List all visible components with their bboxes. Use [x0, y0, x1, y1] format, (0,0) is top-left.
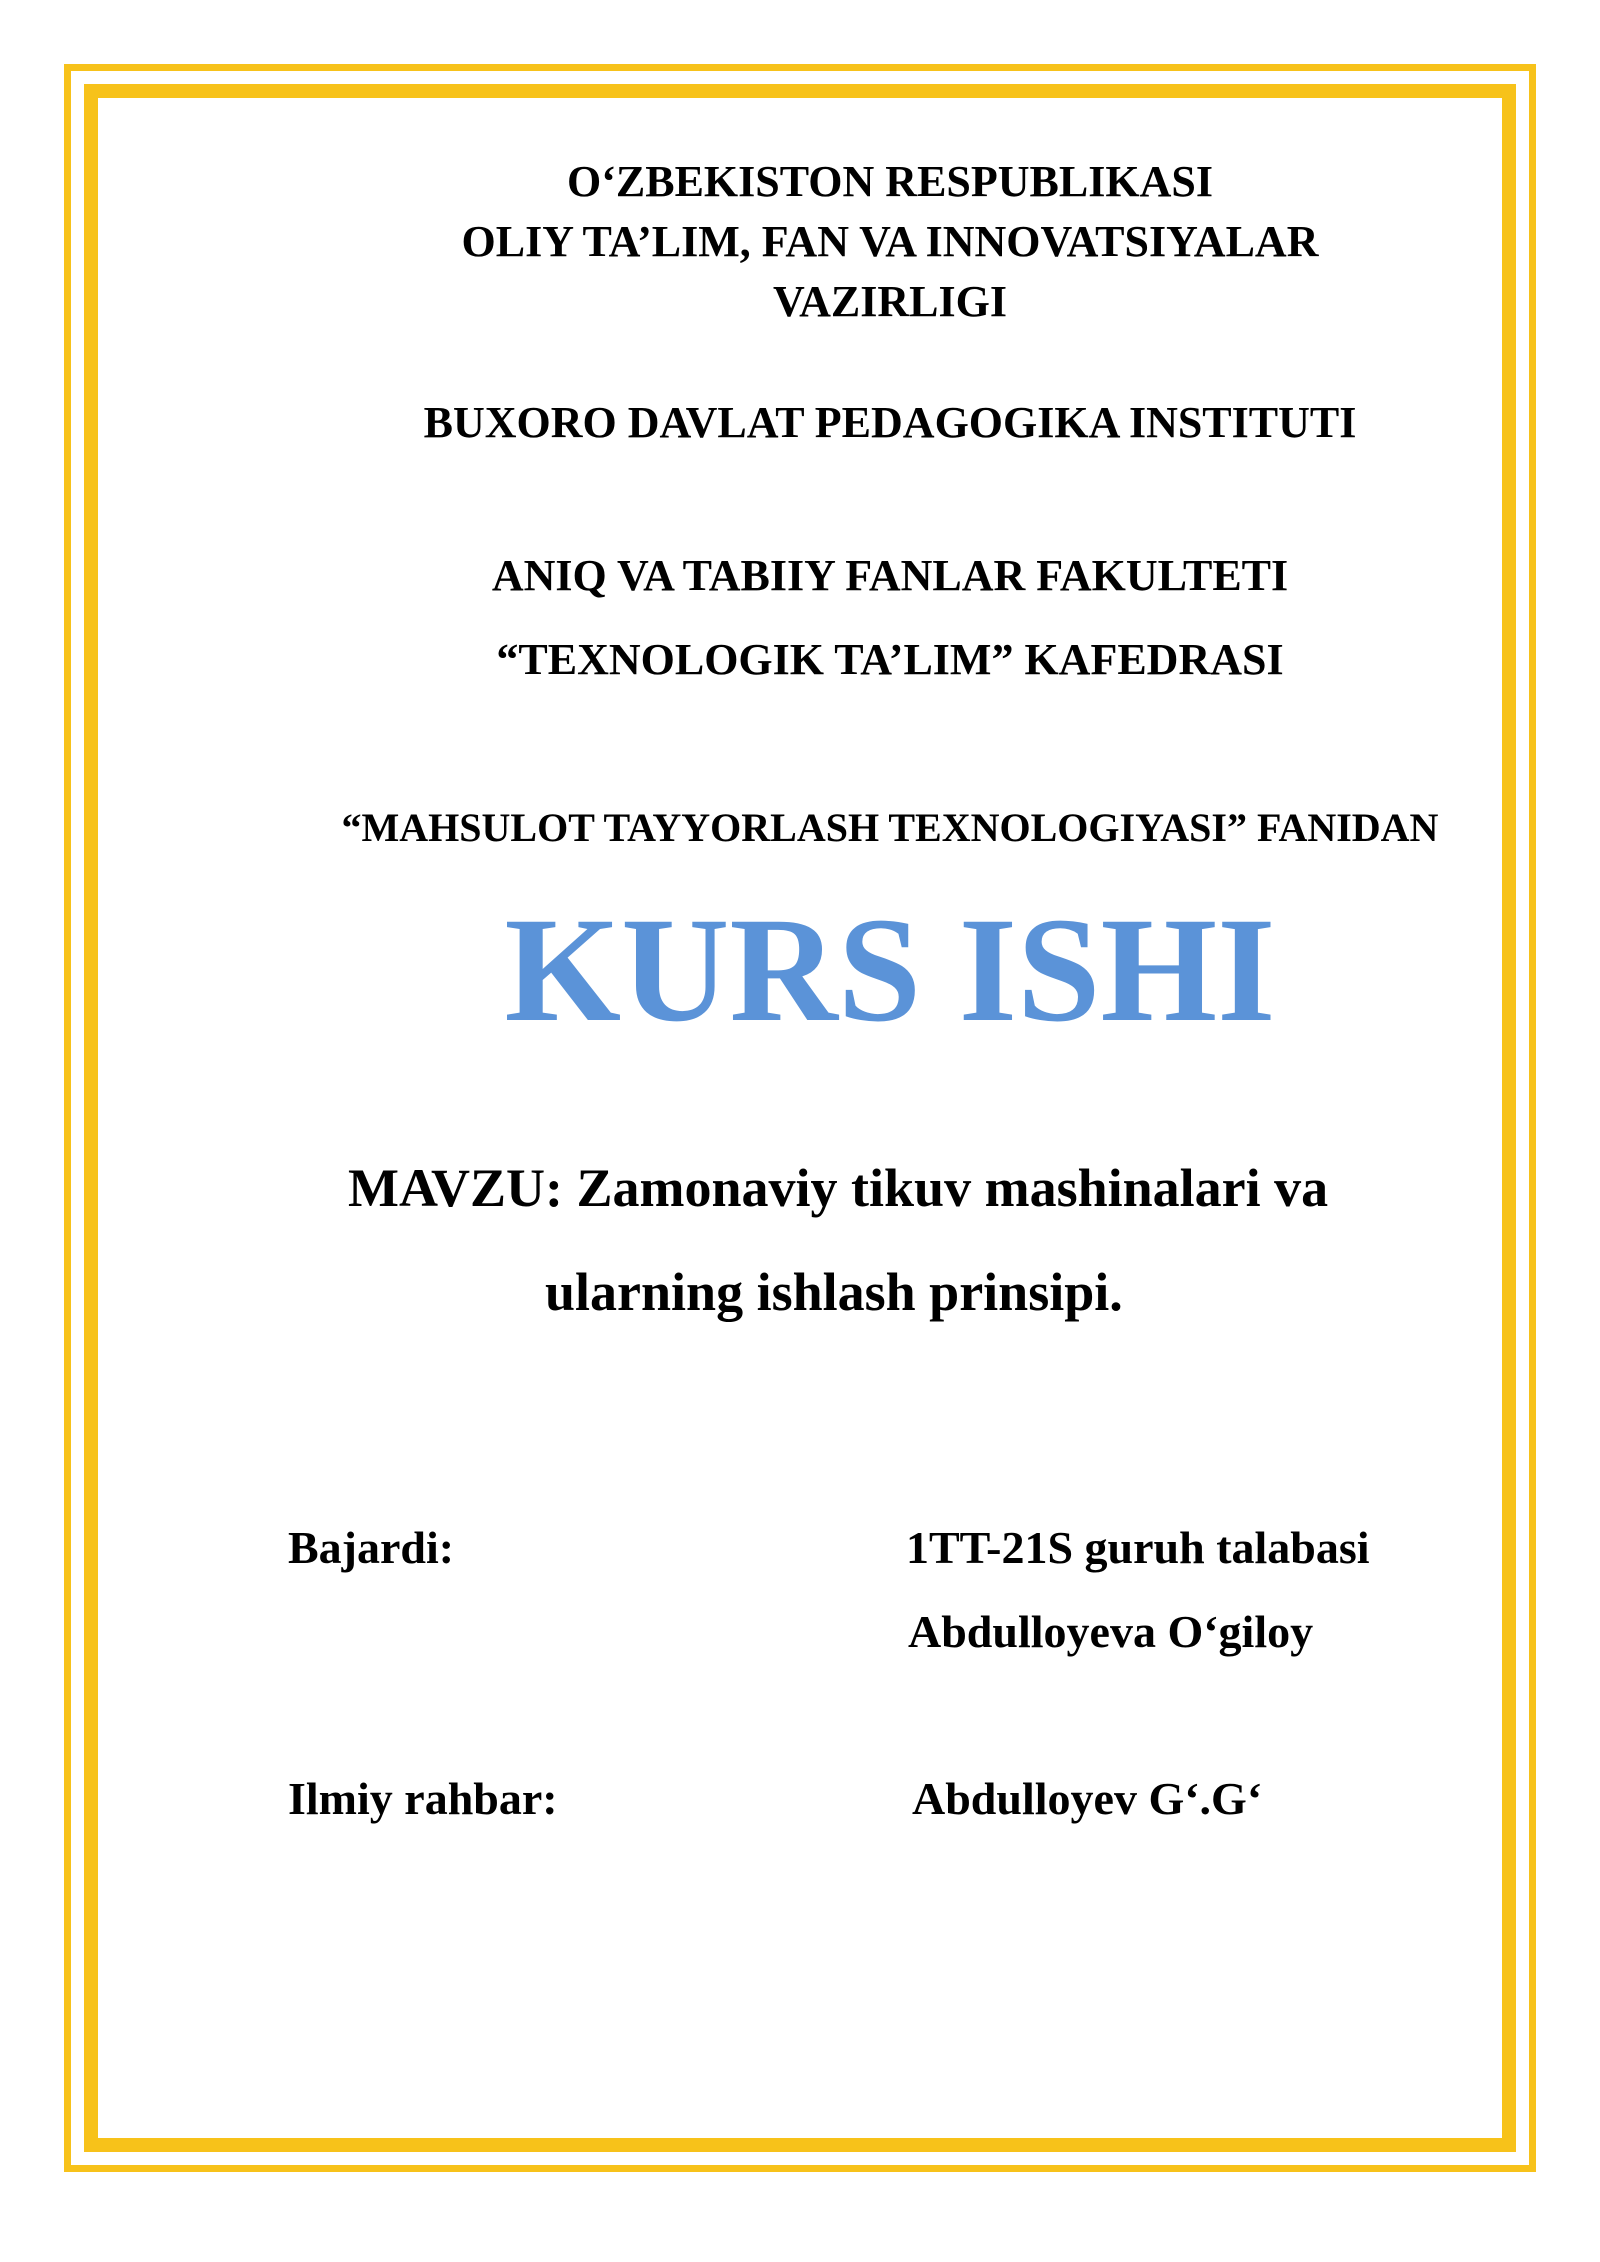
topic-line-1: MAVZU: Zamonaviy tikuv mashinalari va — [348, 1158, 1329, 1218]
supervisor-name: Abdulloyev G‘.G‘ — [912, 1773, 1263, 1824]
institute-name: BUXORO DAVLAT PEDAGOGIKA INSTITUTI — [423, 398, 1357, 447]
document-type-title: KURS ISHI — [504, 887, 1276, 1053]
ministry-line-2: OLIY TA’LIM, FAN VA INNOVATSIYALAR — [461, 217, 1319, 266]
subject-line: “MAHSULOT TAYYORLASH TEXNOLOGIYASI” FANIDAN — [341, 805, 1439, 850]
performed-by-group: 1TT-21S guruh talabasi — [906, 1522, 1370, 1573]
performed-by-name: Abdulloyeva O‘giloy — [908, 1606, 1314, 1657]
department-name: “TEXNOLOGIK TA’LIM” KAFEDRASI — [496, 635, 1284, 684]
faculty-name: ANIQ VA TABIIY FANLAR FAKULTETI — [491, 551, 1289, 600]
ministry-line-1: O‘ZBEKISTON RESPUBLIKASI — [567, 157, 1213, 206]
ministry-line-3: VAZIRLIGI — [773, 277, 1007, 326]
topic-line-2: ularning ishlash prinsipi. — [545, 1262, 1123, 1322]
supervisor-label: Ilmiy rahbar: — [288, 1773, 558, 1824]
performed-by-label: Bajardi: — [288, 1522, 455, 1573]
